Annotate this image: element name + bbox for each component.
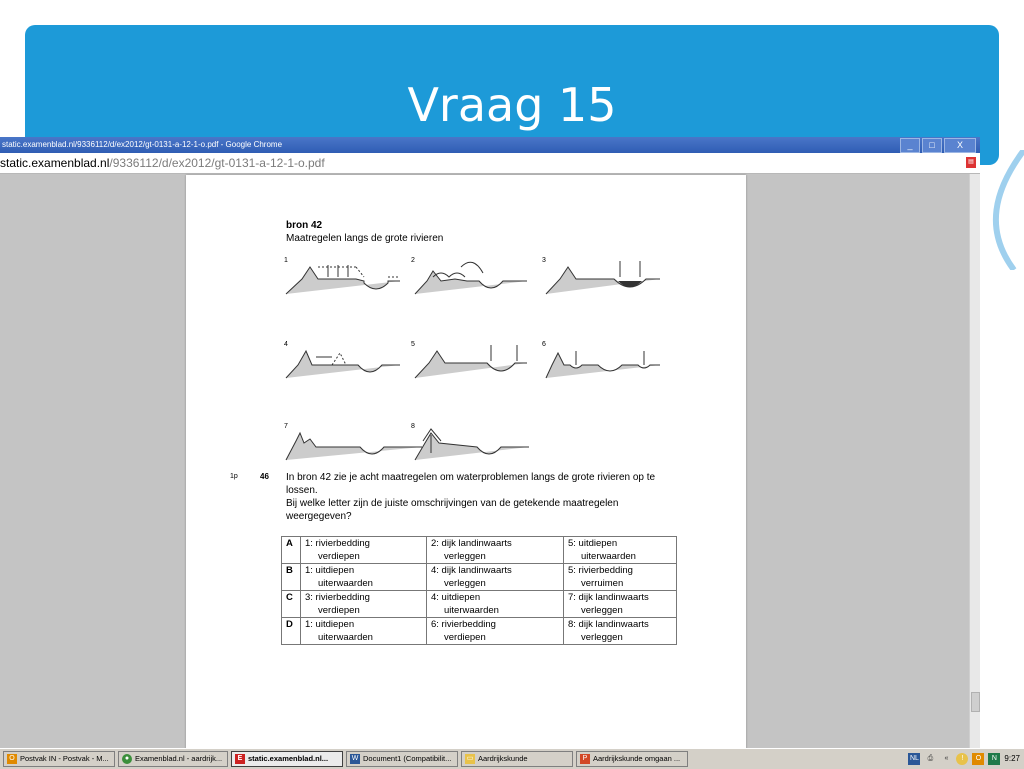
minimize-button[interactable]: _ <box>900 138 920 153</box>
answer-letter: C <box>282 591 301 618</box>
answer-cell: verleggen <box>581 632 623 643</box>
taskbar-word[interactable] <box>346 751 458 767</box>
diagram-8 <box>411 425 531 465</box>
powerpoint-icon: P <box>580 754 590 764</box>
task-label: Examenblad.nl - aardrijk... <box>135 754 223 763</box>
taskbar-outlook[interactable] <box>3 751 115 767</box>
expand-tray-icon[interactable]: « <box>944 754 949 762</box>
answer-cell: verdiepen <box>318 605 360 616</box>
answer-cell: 7: dijk landinwaarts <box>568 592 649 603</box>
language-indicator[interactable]: NL <box>908 753 920 765</box>
answer-cell: verdiepen <box>444 632 486 643</box>
answer-row <box>282 537 677 564</box>
answer-cell: uiterwaarden <box>318 578 373 589</box>
outlook-icon: O <box>7 754 17 764</box>
folder-icon: ▭ <box>466 755 474 762</box>
answer-cell: 4: dijk landinwaarts <box>431 565 512 576</box>
word-icon: W <box>351 755 359 762</box>
diagram-5 <box>411 343 529 383</box>
url-path: /9336112/d/ex2012/gt-0131-a-12-1-o.pdf <box>109 156 325 170</box>
question-prompt: Bij welke letter zijn de juiste omschrijvingen van de getekende maatregelen weergegeven? <box>286 498 619 522</box>
task-label: Aardrijkskunde <box>478 754 528 763</box>
answer-cell: 6: rivierbedding <box>431 619 496 630</box>
answer-letter: D <box>282 618 301 645</box>
diagram-label: 5 <box>411 341 415 348</box>
system-tray <box>908 750 1024 767</box>
answer-cell: 1: rivierbedding <box>305 538 370 549</box>
printer-icon[interactable]: ⎙ <box>927 754 934 762</box>
answer-cell: 3: rivierbedding <box>305 592 370 603</box>
taskbar-powerpoint[interactable] <box>576 751 688 767</box>
maximize-button[interactable]: □ <box>922 138 942 153</box>
taskbar-folder[interactable] <box>461 751 573 767</box>
question-number: 46 <box>260 472 269 481</box>
diagram-label: 4 <box>284 341 288 348</box>
diagram-3 <box>542 259 662 299</box>
source-subtitle: Maatregelen langs de grote rivieren <box>286 233 444 244</box>
notification-icon[interactable]: ! <box>956 753 968 765</box>
answer-cell: 2: dijk landinwaarts <box>431 538 512 549</box>
answer-letter: B <box>282 564 301 591</box>
taskbar-chrome[interactable] <box>118 751 228 767</box>
answer-table <box>281 536 677 645</box>
question-statement: In bron 42 zie je acht maatregelen om waterproblemen langs de grote rivieren op te lossen. <box>286 472 656 496</box>
chrome-icon: ● <box>122 754 132 764</box>
examenblad-icon: E <box>235 754 245 764</box>
task-label: Document1 (Compatibilit... <box>363 754 452 763</box>
answer-cell: verleggen <box>581 605 623 616</box>
taskbar <box>0 748 1024 769</box>
answer-cell: 4: uitdiepen <box>431 592 481 603</box>
diagram-label: 6 <box>542 341 546 348</box>
browser-window <box>0 137 980 748</box>
task-label: Postvak IN - Postvak - M... <box>20 754 109 763</box>
answer-row <box>282 591 677 618</box>
taskbar-examenblad[interactable] <box>231 751 343 767</box>
scrollbar-thumb[interactable] <box>971 692 980 712</box>
answer-cell: verdiepen <box>318 551 360 562</box>
answer-cell: uiterwaarden <box>318 632 373 643</box>
diagram-1 <box>284 259 402 299</box>
diagram-label: 2 <box>411 257 415 264</box>
answer-cell: 8: dijk landinwaarts <box>568 619 649 630</box>
answer-cell: 5: rivierbedding <box>568 565 633 576</box>
diagram-6 <box>542 343 662 383</box>
task-label: static.examenblad.nl... <box>248 754 329 763</box>
url-host: static.examenblad.nl <box>0 156 110 170</box>
question-points: 1p <box>230 473 238 480</box>
outlook-tray-icon[interactable]: O <box>972 753 984 765</box>
diagram-label: 3 <box>542 257 546 264</box>
answer-cell: 1: uitdiepen <box>305 619 355 630</box>
answer-row <box>282 564 677 591</box>
diagram-7 <box>284 425 424 465</box>
close-button[interactable]: X <box>944 138 976 153</box>
answer-cell: 5: uitdiepen <box>568 538 618 549</box>
question-text <box>286 471 686 523</box>
browser-titlebar <box>0 137 980 153</box>
answer-cell: verleggen <box>444 578 486 589</box>
vertical-scrollbar[interactable] <box>969 174 980 748</box>
window-title: static.examenblad.nl/9336112/d/ex2012/gt-0131-a-12-1-o.pdf - Google Chrome <box>2 140 283 149</box>
pdf-icon[interactable]: ▤ <box>966 157 976 168</box>
answer-cell: verleggen <box>444 551 486 562</box>
pdf-page <box>186 175 746 755</box>
clock: 9:27 <box>1004 754 1020 763</box>
diagram-label: 1 <box>284 257 288 264</box>
answer-row <box>282 618 677 645</box>
answer-cell: verruimen <box>581 578 624 589</box>
answer-cell: uiterwaarden <box>444 605 499 616</box>
diagram-4 <box>284 343 402 383</box>
address-bar[interactable] <box>0 153 980 174</box>
source-title: bron 42 <box>286 220 323 231</box>
slide-title: Vraag 15 <box>407 78 617 132</box>
onenote-tray-icon[interactable]: N <box>988 753 1000 765</box>
answer-cell: uiterwaarden <box>581 551 636 562</box>
task-label: Aardrijkskunde omgaan ... <box>593 754 681 763</box>
diagram-2 <box>411 259 529 299</box>
diagram-label: 8 <box>411 423 415 430</box>
answer-letter: A <box>282 537 301 564</box>
diagram-label: 7 <box>284 423 288 430</box>
answer-cell: 1: uitdiepen <box>305 565 355 576</box>
